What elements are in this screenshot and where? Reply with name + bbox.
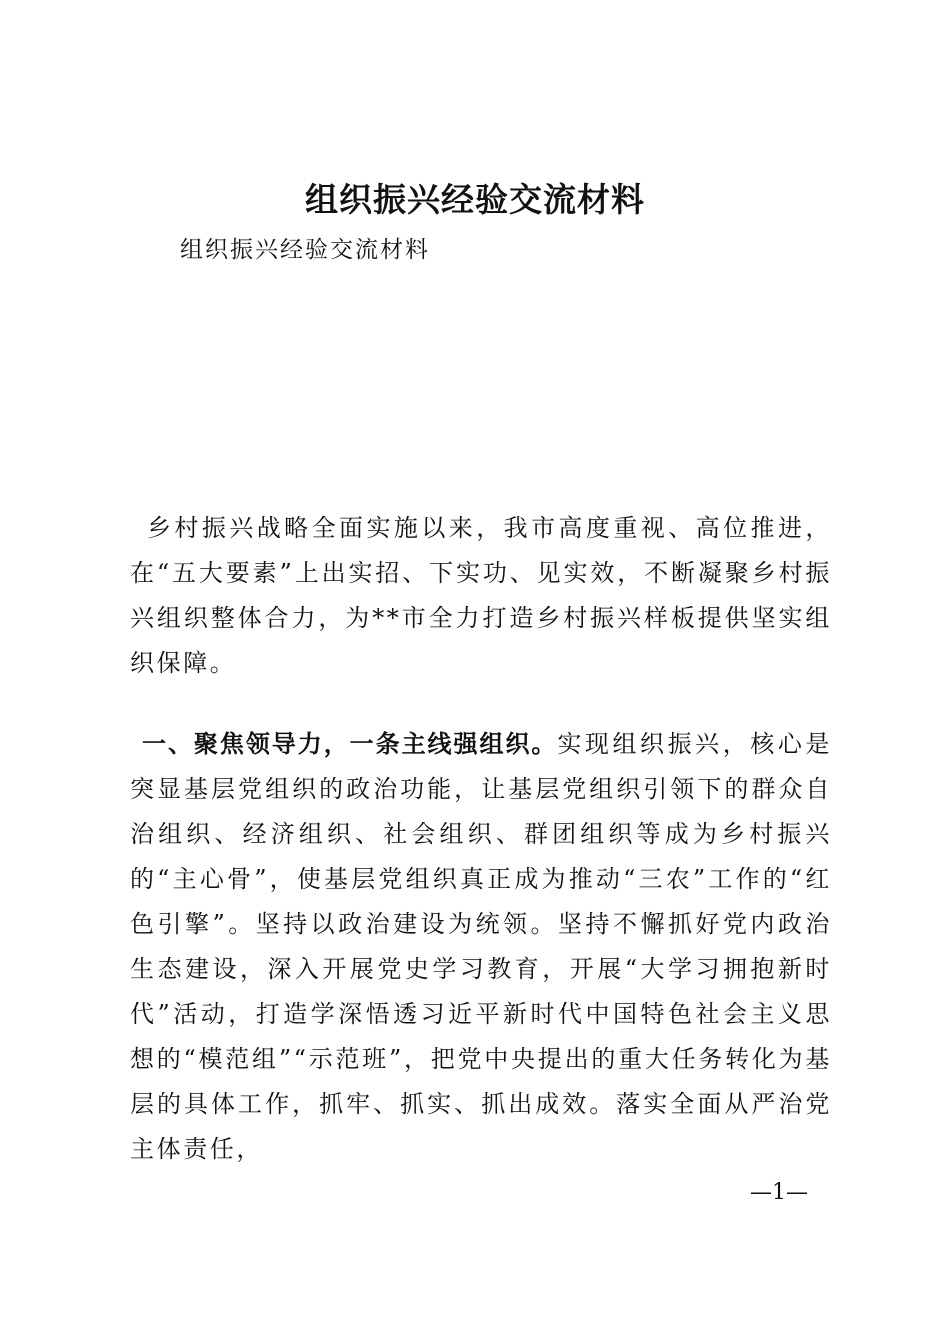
section-one-text: 实现组织振兴，核心是突显基层党组织的政治功能，让基层党组织引领下的群众自治组织、经济组织、社会组织、群团组织等成为乡村振兴的“主心骨”，使基层党组织真正成为推动“三农”工作的“红色引擎”。坚持以政治建设为统领。坚持不懈抓好党内政治生态建设，深入开展党史学习教育，开展“大学习拥抱新时代”活动，打造学深悟透习近平新时代中国特色社会主义思想的“模范组”“示范班”，把党中央提出的重大任务转化为基层的具体工作，抓牢、抓实、抓出成效。落实全面从严治党主体责任， bbox=[130, 730, 832, 1163]
document-subtitle: 组织振兴经验交流材料 bbox=[180, 237, 430, 263]
document-title: 组织振兴经验交流材料 bbox=[305, 180, 645, 219]
intro-paragraph: 乡村振兴战略全面实施以来，我市高度重视、高位推进，在“五大要素”上出实招、下实功、见实效，不断凝聚乡村振兴组织整体合力，为**市全力打造乡村振兴样板提供坚实组织保障。 bbox=[130, 514, 832, 677]
page-number: —1— bbox=[750, 1180, 808, 1205]
section-one-paragraph bbox=[130, 722, 832, 1172]
section-one-heading: 一、聚焦领导力，一条主线强组织。 bbox=[142, 730, 558, 758]
